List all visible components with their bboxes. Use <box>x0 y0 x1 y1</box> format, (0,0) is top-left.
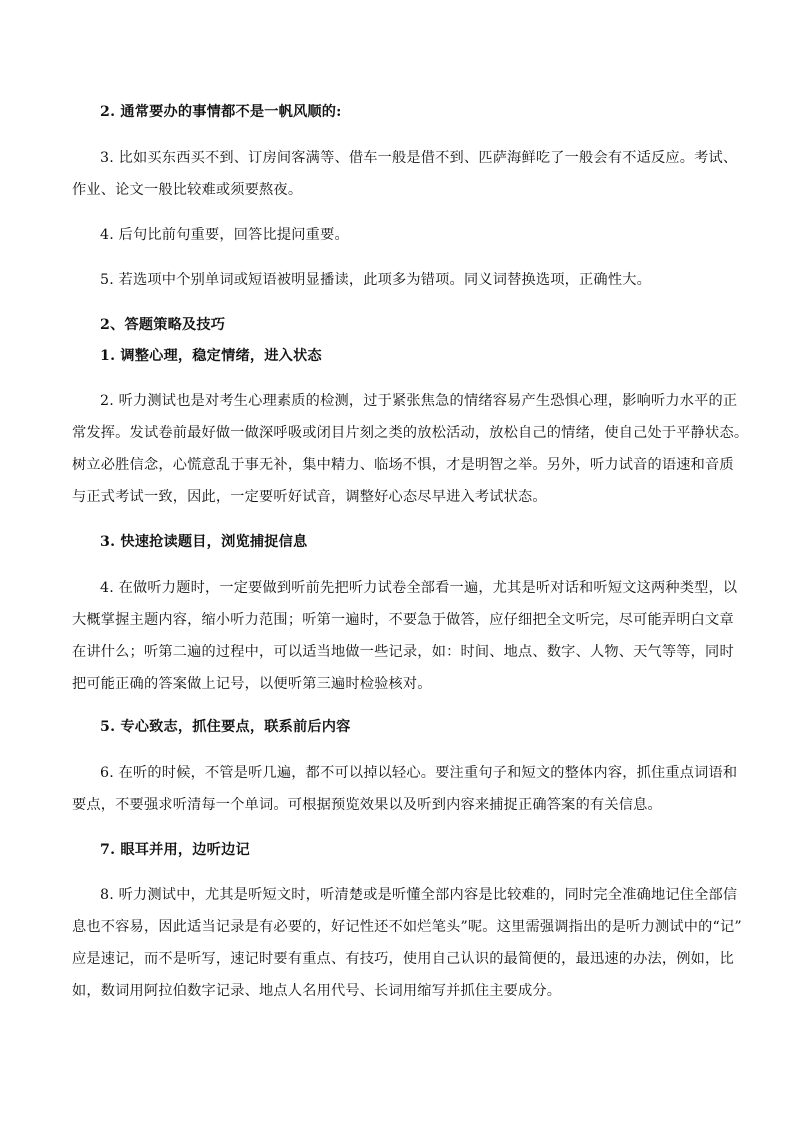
text-line: 如，数词用阿拉伯数字记录、地点人名用代号、长词用缩写并抓住主要成分。 <box>72 983 562 999</box>
subheading-3 <box>72 530 730 554</box>
text-line: 作业、论文一般比较难或须要熬夜。 <box>72 182 303 198</box>
section-heading <box>72 313 730 337</box>
text-line: 2、答题策略及技巧 <box>100 317 226 333</box>
text-line: 5. 专心致志，抓住要点，联系前后内容 <box>100 719 351 735</box>
subheading-1 <box>72 344 730 368</box>
paragraph-s4 <box>72 576 738 696</box>
text-line: 树立必胜信念，心慌意乱于事无补，集中精力、临场不惧，才是明智之举。另外，听力试音的语速和音质 <box>72 457 734 473</box>
paragraph-s6 <box>72 761 738 817</box>
subheading-7 <box>72 838 730 862</box>
text-line: 3. 比如买东西买不到、订房间客满等、借车一般是借不到、匹萨海鲜吃了一般会有不适反应。考试、 <box>100 150 738 166</box>
text-line: 7. 眼耳并用，边听边记 <box>100 842 250 858</box>
text-line: 与正式考试一致，因此，一定要听好试音，调整好心态尽早进入考试状态。 <box>72 489 547 505</box>
text-line: 1. 调整心理，稳定情绪，进入状态 <box>100 348 322 364</box>
paragraph-s2 <box>72 389 749 509</box>
text-line: 2. 通常要办的事情都不是一帆风顺的: <box>100 104 342 120</box>
paragraph-p3 <box>72 146 738 202</box>
paragraph-p4 <box>72 223 730 247</box>
text-line: 常发挥。发试卷前最好做一做深呼吸或闭目片刻之类的放松活动，放松自己的情绪，使自己处于平静状态。 <box>72 425 749 441</box>
text-line: 把可能正确的答案做上记号，以便听第三遍时检验核对。 <box>72 676 432 692</box>
text-line: 在讲什么；听第二遍的过程中，可以适当地做一些记录，如：时间、地点、数字、人物、天气等等，同时 <box>72 644 734 660</box>
text-line: 5. 若选项中个别单词或短语被明显播读，此项多为错项。同义词替换选项，正确性大。 <box>100 272 651 288</box>
text-line: 4. 在做听力题时，一定要做到听前先把听力试卷全部看一遍，尤其是听对话和听短文这两种类型，以 <box>100 580 738 596</box>
text-line: 3. 快速抢读题目，浏览捕捉信息 <box>100 534 308 550</box>
subheading-5 <box>72 715 730 739</box>
paragraph-s8 <box>72 883 742 1003</box>
text-line: 要点，不要强求听清每一个单词。可根据预览效果以及听到内容来捕捉正确答案的有关信息。 <box>72 797 662 813</box>
text-line: 息也不容易，因此适当记录是有必要的，好记性还不如烂笔头”呢。这里需强调指出的是听力测试中的“记” <box>72 919 742 935</box>
text-line: 8. 听力测试中，尤其是听短文时，听清楚或是听懂全部内容是比较难的，同时完全准确地记住全部信 <box>100 887 738 903</box>
text-line: 大概掌握主题内容，缩小听力范围；听第一遍时，不要急于做答，应仔细把全文听完，尽可能弄明白文章 <box>72 612 734 628</box>
text-line: 应是速记，而不是听写，速记时要有重点、有技巧，使用自己认识的最简便的，最迅速的办法，例如，比 <box>72 951 734 967</box>
text-line: 2. 听力测试也是对考生心理素质的检测，过于紧张焦急的情绪容易产生恐惧心理，影响听力水平的正 <box>100 393 738 409</box>
paragraph-p2 <box>72 100 730 124</box>
paragraph-p5 <box>72 268 730 292</box>
text-line: 4. 后句比前句重要，回答比提问重要。 <box>100 227 349 243</box>
text-line: 6. 在听的时候，不管是听几遍，都不可以掉以轻心。要注重句子和短文的整体内容，抓住重点词语和 <box>100 765 738 781</box>
